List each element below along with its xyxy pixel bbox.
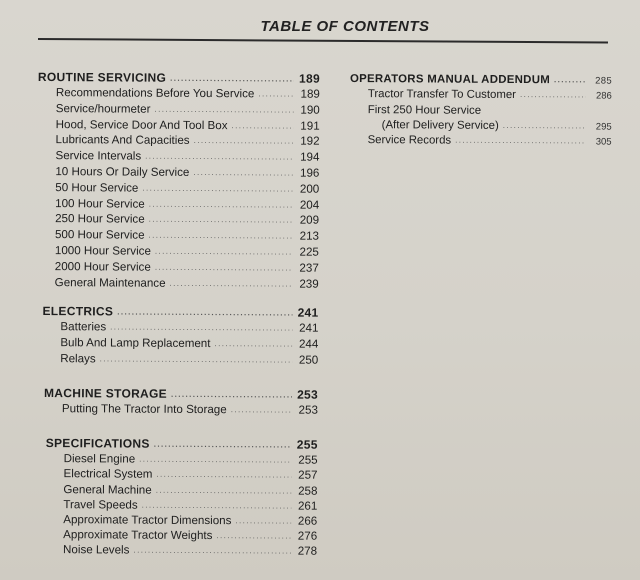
toc-section-heading[interactable] [38, 70, 320, 88]
toc-entry[interactable] [38, 133, 320, 151]
toc-leader-dots [142, 181, 293, 197]
toc-entry[interactable] [37, 260, 319, 278]
toc-page-number: 295 [595, 121, 612, 133]
toc-entry-label: Recommendations Before You Service [55, 86, 255, 101]
toc-leader-dots [503, 119, 586, 134]
toc-heading-label: ROUTINE SERVICING [37, 70, 167, 85]
toc-entry[interactable] [37, 244, 319, 262]
toc-leader-dots [154, 438, 292, 453]
toc-entry-label: 250 Hour Service [55, 212, 145, 227]
toc-page-number: 225 [299, 245, 319, 259]
toc-leader-dots [142, 498, 292, 513]
toc-leader-dots [485, 113, 586, 114]
toc-page-number: 213 [299, 229, 320, 243]
toc-entry[interactable] [45, 467, 317, 484]
toc-page-number: 253 [298, 403, 318, 417]
toc-entry-label: Approximate Tractor Dimensions [63, 513, 232, 528]
toc-page-number: 244 [298, 337, 319, 351]
toc-leader-dots [193, 166, 293, 181]
toc-page-number: 305 [595, 136, 612, 148]
toc-section-operators-manual-addendum [350, 72, 612, 151]
toc-leader-dots [110, 320, 292, 336]
toc-entry-label: Batteries [60, 320, 107, 334]
toc-page-number: 239 [299, 277, 319, 291]
toc-leader-dots [194, 134, 294, 149]
toc-leader-dots [170, 71, 294, 87]
toc-entry-label: 2000 Hour Service [54, 259, 151, 274]
toc-page-number: 253 [297, 387, 319, 402]
toc-page-number: 276 [297, 529, 318, 543]
toc-leader-dots [149, 213, 294, 229]
toc-page-number: 190 [300, 103, 320, 117]
toc-entry-label: Relays [60, 351, 96, 365]
toc-leader-dots [133, 544, 291, 559]
toc-leader-dots [554, 72, 586, 87]
toc-entry-label: 10 Hours Or Daily Service [55, 165, 190, 179]
toc-entry-label: 500 Hour Service [54, 228, 145, 242]
toc-entry[interactable] [42, 336, 318, 353]
toc-page-number: 194 [300, 150, 320, 164]
toc-right-column [350, 72, 612, 151]
toc-entry[interactable] [45, 498, 317, 515]
toc-leader-dots [155, 245, 293, 261]
toc-page-number: 285 [595, 75, 612, 87]
toc-page-number: 237 [299, 261, 319, 275]
toc-entry-label: General Maintenance [54, 275, 166, 290]
toc-entry[interactable] [37, 197, 319, 215]
toc-page-number: 258 [298, 484, 318, 498]
toc-page-number: 192 [300, 134, 320, 149]
toc-entry[interactable] [38, 102, 320, 120]
toc-page-number: 250 [298, 353, 319, 367]
toc-entry-label: Noise Levels [63, 543, 130, 557]
toc-entry[interactable] [45, 513, 317, 530]
toc-entry[interactable] [45, 483, 317, 500]
toc-entry-label: 50 Hour Service [55, 180, 139, 195]
toc-page-number: 200 [299, 182, 320, 196]
toc-section-electrics [42, 304, 318, 369]
toc-entry-label: Travel Speeds [63, 497, 138, 512]
toc-entry[interactable] [37, 212, 319, 230]
toc-heading-label: OPERATORS MANUAL ADDENDUM [349, 72, 551, 87]
toc-leader-dots [156, 468, 291, 483]
toc-page-number: 266 [297, 514, 318, 528]
toc-entry-label: Bulb And Lamp Replacement [60, 335, 211, 350]
toc-entry-label: Lubricants And Capacities [55, 133, 190, 148]
toc-entry-label: Service/hourmeter [55, 101, 151, 116]
toc-entry-label: General Machine [63, 482, 152, 497]
toc-page-number: 189 [300, 87, 320, 101]
toc-entry[interactable] [38, 86, 320, 104]
toc-leader-dots [170, 276, 293, 292]
toc-leader-dots [100, 352, 293, 368]
toc-entry-label: (After Delivery Service) [381, 118, 499, 132]
toc-leader-dots [155, 260, 293, 276]
toc-page-number: 255 [296, 437, 318, 452]
toc-leader-dots [235, 514, 291, 529]
toc-leader-dots [171, 387, 292, 403]
toc-page-number: 196 [299, 166, 320, 180]
toc-leader-dots [149, 197, 294, 213]
toc-entry[interactable] [37, 165, 319, 183]
toc-entry[interactable] [42, 320, 318, 337]
toc-entry[interactable] [46, 452, 318, 469]
toc-leader-dots [117, 304, 292, 320]
toc-entry[interactable] [38, 118, 320, 136]
toc-leader-dots [231, 403, 292, 418]
toc-section-heading[interactable] [46, 436, 318, 454]
toc-leader-dots [216, 529, 291, 544]
toc-entry[interactable] [350, 133, 612, 150]
toc-leader-dots [156, 483, 292, 498]
toc-leader-dots [145, 150, 293, 166]
page-title: TABLE OF CONTENTS [260, 18, 430, 35]
toc-entry[interactable] [350, 103, 612, 119]
toc-entry[interactable] [44, 402, 318, 419]
toc-entry-label: Putting The Tractor Into Storage [61, 402, 227, 417]
toc-left-column [37, 70, 320, 559]
toc-page-number: 191 [300, 119, 320, 133]
toc-page-number: 261 [297, 499, 318, 513]
toc-leader-dots [520, 88, 586, 103]
toc-entry[interactable] [350, 87, 612, 104]
toc-section-specifications [45, 436, 318, 560]
toc-heading-label: SPECIFICATIONS [45, 436, 150, 451]
toc-page-number: 204 [299, 198, 320, 212]
toc-entry-label: 1000 Hour Service [54, 244, 151, 258]
toc-leader-dots [214, 337, 292, 352]
toc-entry[interactable] [350, 118, 612, 135]
toc-entry-label: Tractor Transfer To Customer [367, 88, 517, 102]
toc-page-number: 209 [299, 213, 320, 228]
toc-leader-dots [154, 103, 293, 119]
toc-section-routine-servicing [37, 70, 320, 293]
toc-entry-label: 100 Hour Service [55, 196, 145, 211]
toc-page-number: 241 [297, 305, 319, 320]
toc-section-heading[interactable] [42, 304, 318, 322]
toc-entry-label: First 250 Hour Service [367, 103, 482, 117]
toc-section-heading[interactable] [44, 386, 318, 404]
toc-entry-label: Service Intervals [55, 149, 142, 163]
toc-entry[interactable] [37, 181, 319, 199]
toc-page-number: 257 [298, 469, 318, 483]
toc-entry[interactable] [37, 149, 319, 167]
toc-entry-label: Diesel Engine [63, 452, 136, 466]
toc-leader-dots [455, 134, 586, 150]
toc-entry-label: Approximate Tractor Weights [63, 528, 213, 543]
toc-entry[interactable] [45, 528, 317, 545]
toc-page-number: 255 [298, 453, 318, 467]
toc-page-number: 286 [595, 90, 612, 102]
toc-entry-label: Service Records [367, 134, 452, 148]
toc-heading-label: MACHINE STORAGE [43, 386, 168, 401]
toc-entry[interactable] [37, 276, 319, 294]
title-rule [38, 38, 608, 43]
toc-leader-dots [258, 87, 294, 102]
toc-section-heading[interactable] [350, 72, 612, 89]
toc-entry[interactable] [42, 352, 318, 369]
toc-entry[interactable] [45, 543, 317, 560]
toc-entry-label: Electrical System [63, 467, 153, 482]
toc-leader-dots [231, 119, 293, 134]
toc-entry-label: Hood, Service Door And Tool Box [55, 117, 228, 132]
toc-page-number: 189 [298, 71, 320, 86]
toc-page-number: 241 [299, 321, 319, 335]
toc-entry[interactable] [37, 228, 319, 246]
toc-heading-label: ELECTRICS [42, 304, 114, 319]
toc-section-machine-storage [44, 386, 318, 419]
toc-page-number: 278 [297, 545, 318, 559]
toc-leader-dots [149, 229, 294, 245]
toc-leader-dots [139, 453, 292, 468]
